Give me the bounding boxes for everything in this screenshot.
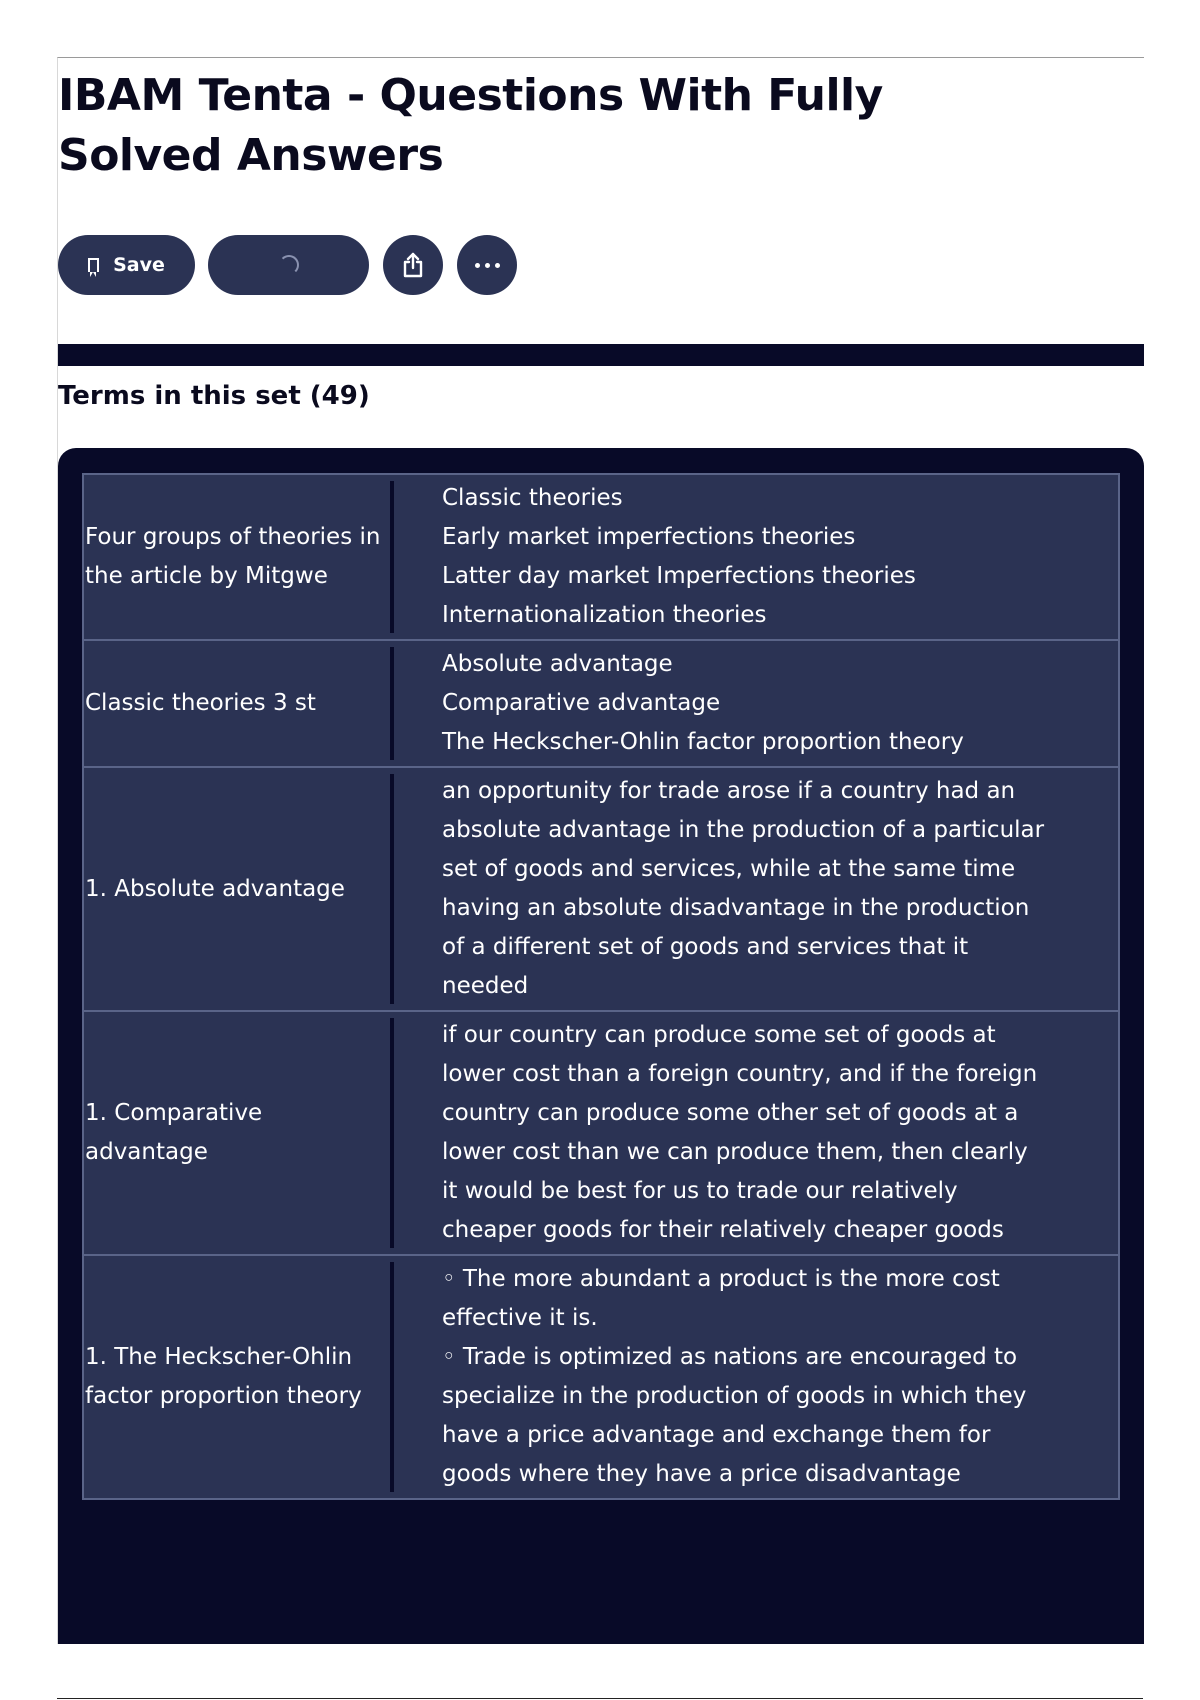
definition-line: country can produce some other set of goods at a [442, 1100, 1019, 1126]
definition-line: Internationalization theories [442, 602, 767, 628]
definition-line: ◦ Trade is optimized as nations are encouraged to [442, 1344, 1018, 1370]
save-button-label: Save [113, 254, 165, 276]
definition-line: specialize in the production of goods in which they [442, 1383, 1027, 1409]
more-icon [475, 263, 500, 268]
definition-line: of a different set of goods and services that it [442, 934, 969, 960]
term-card[interactable] [82, 1256, 1120, 1500]
definition-text [394, 641, 1118, 766]
section-divider [58, 344, 1144, 366]
share-button[interactable] [383, 235, 443, 295]
terms-panel [58, 448, 1144, 1644]
more-options-button[interactable] [457, 235, 517, 295]
definition-line: lower cost than a foreign country, and if the foreign [442, 1061, 1038, 1087]
definition-text [394, 475, 1118, 639]
term-text: 1. Comparative advantage [84, 1018, 394, 1248]
term-text: 1. Absolute advantage [84, 774, 394, 1004]
term-text: Classic theories 3 st [84, 647, 394, 760]
definition-line: cheaper goods for their relatively cheaper goods [442, 1217, 1004, 1243]
terms-list [82, 473, 1120, 1500]
definition-line: Absolute advantage [442, 651, 673, 677]
definition-line: needed [442, 973, 529, 999]
definition-text [394, 1012, 1118, 1254]
definition-line: absolute advantage in the production of a particular [442, 817, 1045, 843]
set-toolbar [58, 235, 531, 295]
term-card[interactable] [82, 641, 1120, 768]
definition-line: having an absolute disadvantage in the production [442, 895, 1030, 921]
definition-line: it would be best for us to trade our relatively [442, 1178, 958, 1204]
definition-line: set of goods and services, while at the same time [442, 856, 1016, 882]
definition-line: goods where they have a price disadvantage [442, 1461, 961, 1487]
definition-line: Early market imperfections theories [442, 524, 856, 550]
study-set-page [57, 57, 1144, 1644]
spinner-icon [279, 255, 299, 275]
term-card[interactable] [82, 768, 1120, 1012]
term-card[interactable] [82, 1012, 1120, 1256]
page-bottom-rule [57, 1698, 1143, 1699]
page-title: IBAM Tenta - Questions With Fully Solved Answers [58, 70, 883, 181]
definition-line: Classic theories [442, 485, 623, 511]
definition-line: if our country can produce some set of goods at [442, 1022, 996, 1048]
terms-heading: Terms in this set (49) [58, 381, 370, 411]
definition-line: Latter day market Imperfections theories [442, 563, 916, 589]
definition-line: an opportunity for trade arose if a country had an [442, 778, 1016, 804]
definition-text [394, 768, 1118, 1010]
definition-line: effective it is. [442, 1305, 598, 1331]
bookmark-icon [88, 258, 99, 272]
definition-line: The Heckscher-Ohlin factor proportion theory [442, 729, 964, 755]
definition-line: Comparative advantage [442, 690, 721, 716]
loading-button[interactable] [208, 235, 369, 295]
definition-line: have a price advantage and exchange them for [442, 1422, 991, 1448]
term-text: 1. The Heckscher-Ohlin factor proportion theory [84, 1262, 394, 1492]
definition-line: lower cost than we can produce them, then clearly [442, 1139, 1028, 1165]
definition-text [394, 1256, 1118, 1498]
term-card[interactable] [82, 473, 1120, 641]
share-icon [400, 251, 426, 279]
definition-line: ◦ The more abundant a product is the more cost [442, 1266, 1000, 1292]
save-button[interactable] [58, 235, 195, 295]
term-text: Four groups of theories in the article by Mitgwe [84, 481, 394, 633]
